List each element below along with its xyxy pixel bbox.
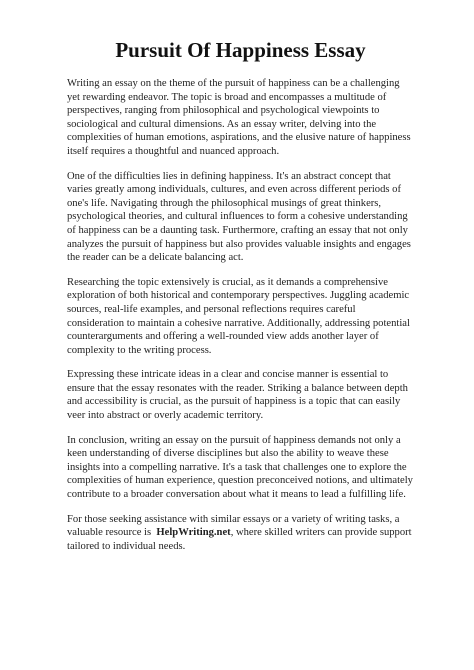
resource-link[interactable]: HelpWriting.net <box>156 527 231 539</box>
resource-text-before: For those seeking assistance with similar essays or a variety of writing tasks, a valuable resource is <box>67 513 400 539</box>
paragraph-conclusion: In conclusion, writing an essay on the pursuit of happiness demands not only a keen understanding of diverse disciplines but also the ability to weave these insights into a compelling narrative. It's a task that challenges one to explore the complexities of human experience, question preconceived notions, and ultimately contribute to a broader conversation about what it means to lead a fulfilling life. <box>67 434 413 501</box>
paragraph-expression: Expressing these intricate ideas in a clear and concise manner is essential to ensure that the essay resonates with the reader. Striking a balance between depth and accessibility is crucial, as the pursuit of happiness is a topic that can easily veer into abstract or overly academic territory. <box>67 369 408 422</box>
paragraph-intro: Writing an essay on the theme of the pursuit of happiness can be a challenging yet rewarding endeavor. The topic is broad and encompasses a multitude of perspectives, ranging from philosophical and psychological viewpoints to sociological and cultural dimensions. As an essay writer, delving into the complexities of human emotions, aspirations, and the elusive nature of happiness itself requires a thoughtful and nuanced approach. <box>67 78 411 157</box>
resource-text-after: , where skilled writers can provide support tailored to individual needs. <box>67 527 412 552</box>
paragraph-research: Researching the topic extensively is crucial, as it demands a comprehensive exploration of both historical and contemporary perspectives. Juggling academic sources, real-life examples, and personal reflections requires careful consideration to maintain a cohesive narrative. Additionally, addressing potential counterarguments and offering a well-rounded view adds another layer of complexity to the writing process. <box>67 276 410 356</box>
paragraph-resource <box>67 513 414 554</box>
page-title: Pursuit Of Happiness Essay <box>115 38 366 62</box>
paragraph-defining-happiness: One of the difficulties lies in defining happiness. It's an abstract concept that varies greatly among individuals, cultures, and even across different periods of one's life. Navigating through the philosophical musings of great thinkers, psychological theories, and cultural influences to form a cohesive understanding of happiness can be a daunting task. Furthermore, crafting an essay that not only analyzes the pursuit of happiness but also provides valuable insights and engages the reader can be a delicate balancing act. <box>67 170 411 264</box>
